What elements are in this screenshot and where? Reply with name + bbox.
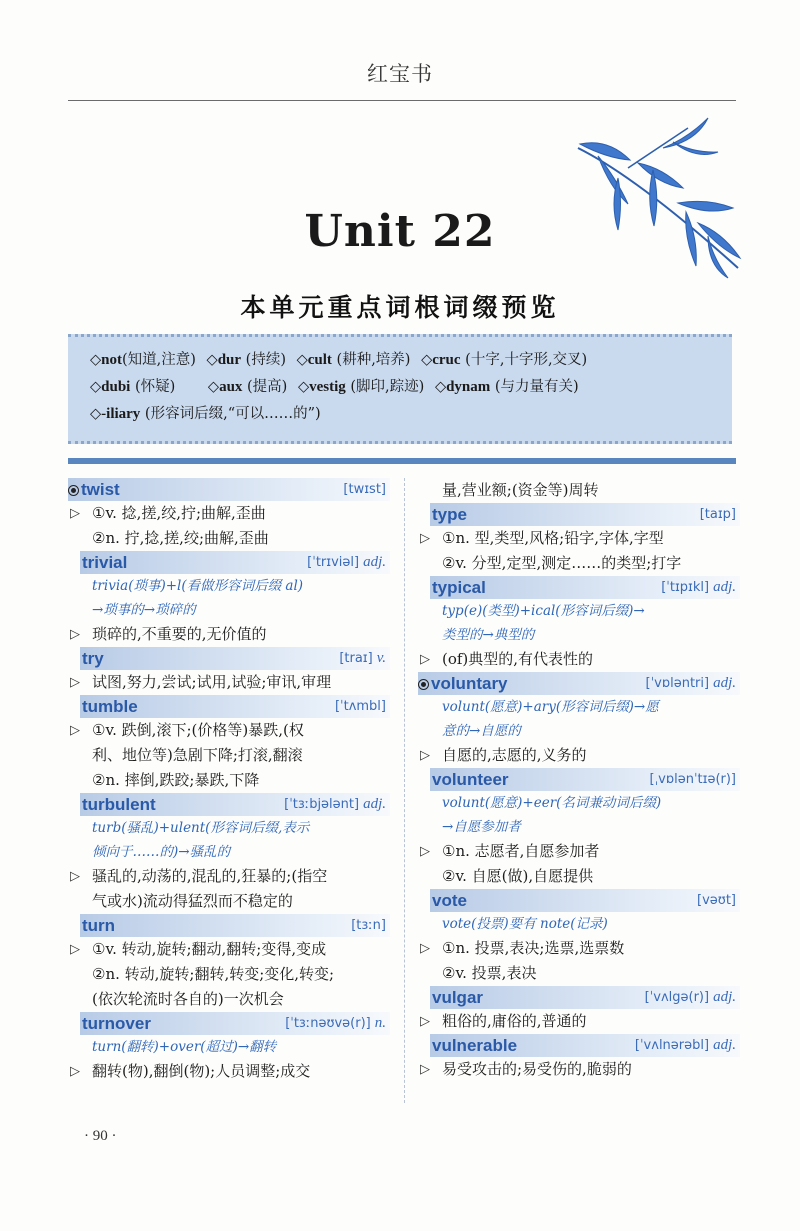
entry-typical [418, 576, 740, 672]
etymology: →自愿参加者 [442, 819, 521, 835]
triangle-icon: ▷ [420, 1014, 430, 1029]
right-column [418, 478, 740, 1082]
entry-volunteer [418, 768, 740, 889]
etymology: vote(投票)要有 note(记录) [442, 916, 608, 932]
definition: ▷ ①n. 投票,表决;选票,选票数 [418, 936, 740, 961]
entry-headword-bar [430, 986, 740, 1009]
root-item: ◇-iliary (形容词后缀,“可以……的”) [90, 406, 321, 422]
entry-trivial [68, 551, 390, 647]
phonetic: [taɪp] [699, 507, 736, 522]
phonetic: [ˈtɜːnəʊvə(r)] n. [285, 1015, 386, 1031]
running-header: 红宝书 [367, 62, 433, 86]
entry-turbulent [68, 793, 390, 914]
phonetic: [ˈvʌlnərəbl] adj. [634, 1037, 736, 1053]
entry-try [68, 647, 390, 695]
triangle-icon: ▷ [70, 675, 80, 690]
entry-turnover [68, 1012, 390, 1084]
entry-headword-bar [80, 551, 390, 574]
definition: (依次轮流时各自的)一次机会 [92, 990, 284, 1008]
definition: ▷ ①n. 志愿者,自愿参加者 [418, 839, 740, 864]
phonetic: [ˌvɒlənˈtɪə(r)] [649, 772, 736, 787]
entry-voluntary [418, 672, 740, 768]
entry-vote [418, 889, 740, 986]
section-subtitle: 本单元重点词根词缀预览 [240, 293, 560, 322]
root-item: ◇dynam (与力量有关) [434, 379, 579, 395]
triangle-icon: ▷ [420, 531, 430, 546]
phonetic: [ˈtɪpɪkl] adj. [661, 579, 736, 595]
triangle-icon: ▷ [70, 723, 80, 738]
headword: tumble [82, 696, 138, 716]
triangle-icon: ▷ [420, 652, 430, 667]
section-divider [68, 458, 736, 464]
phonetic: [ˈtrɪviəl] adj. [307, 554, 386, 570]
definition: ▷ ①n. 型,类型,风格;铅字,字体,字型 [418, 526, 740, 551]
etymology: 类型的→典型的 [442, 627, 535, 643]
headword: try [82, 648, 104, 668]
definition: ▷ 琐碎的,不重要的,无价值的 [68, 622, 390, 647]
definition: 气或水)流动得猛烈而不稳定的 [92, 892, 293, 910]
entry-twist [68, 478, 390, 551]
phonetic: [vəʊt] [697, 893, 736, 908]
entry-headword-bar [80, 695, 390, 718]
roots-line [90, 347, 710, 374]
key-word-icon [418, 679, 429, 690]
definition: ②n. 拧,捻,搓,绞;曲解,歪曲 [92, 529, 269, 547]
entry-tumble [68, 695, 390, 793]
triangle-icon: ▷ [70, 627, 80, 642]
root-item: ◇dubi (怀疑) [90, 379, 176, 395]
header-rule [68, 100, 736, 101]
root-item: ◇not(知道,注意) [90, 352, 196, 368]
headword: volunteer [432, 769, 509, 789]
headword: turnover [82, 1013, 151, 1033]
headword: vulnerable [432, 1035, 518, 1055]
entry-headword-bar [80, 1012, 390, 1035]
entry-vulnerable [418, 1034, 740, 1082]
headword: trivial [82, 552, 128, 572]
definition: ▷ 易受攻击的;易受伤的,脆弱的 [418, 1057, 740, 1082]
root-item: ◇cruc (十字,十字形,交叉) [421, 352, 588, 368]
key-word-icon [68, 485, 79, 496]
entry-headword-bar [418, 672, 740, 695]
definition: ▷ 翻转(物),翻倒(物);人员调整;成交 [68, 1059, 390, 1084]
definition: ▷ 试图,努力,尝试;试用,试验;审讯,审理 [68, 670, 390, 695]
definition: ▷ (of)典型的,有代表性的 [418, 647, 740, 672]
phonetic: [traɪ] v. [339, 650, 386, 666]
definition: ②v. 自愿(做),自愿提供 [442, 867, 594, 885]
entry-headword-bar [430, 768, 740, 791]
triangle-icon: ▷ [420, 844, 430, 859]
unit-title: Unit 22 [304, 206, 496, 257]
headword: turn [82, 915, 116, 935]
bamboo-illustration [568, 108, 748, 288]
triangle-icon: ▷ [70, 942, 80, 957]
entry-headword-bar [80, 793, 390, 816]
entry-headword-bar [430, 503, 740, 526]
triangle-icon: ▷ [420, 941, 430, 956]
definition: ②v. 投票,表决 [442, 964, 537, 982]
entry-headword-bar [430, 576, 740, 599]
column-divider [404, 478, 405, 1103]
left-column [68, 478, 390, 1084]
triangle-icon: ▷ [70, 506, 80, 521]
entry-headword-bar [430, 1034, 740, 1057]
entry-headword-bar [80, 647, 390, 670]
phonetic: [tɜːn] [351, 918, 386, 933]
definition: ▷ 骚乱的,动荡的,混乱的,狂暴的;(指空 [68, 864, 390, 889]
headword: vote [432, 890, 467, 910]
triangle-icon: ▷ [420, 1062, 430, 1077]
etymology: turb(骚乱)+ulent(形容词后缀,表示 [92, 820, 310, 836]
phonetic: [ˈvʌlgə(r)] adj. [644, 989, 736, 1005]
roots-line [90, 401, 710, 428]
definition: ▷ 粗俗的,庸俗的,普通的 [418, 1009, 740, 1034]
headword: vulgar [432, 987, 484, 1007]
headword: typical [432, 577, 486, 597]
phonetic: [ˈtʌmbl] [334, 699, 386, 714]
etymology: volunt(愿意)+eer(名词兼动词后缀) [442, 795, 662, 811]
etymology: 倾向于……的)→骚乱的 [92, 844, 231, 860]
phonetic: [ˈvɒləntri] adj. [645, 675, 736, 691]
definition: ▷ ①v. 捻,搓,绞,拧;曲解,歪曲 [68, 501, 390, 526]
entry-headword-bar [68, 478, 390, 501]
triangle-icon: ▷ [420, 748, 430, 763]
headword: twist [81, 479, 120, 499]
headword: type [432, 504, 467, 524]
roots-line [90, 374, 710, 401]
entry-type [418, 503, 740, 576]
headword: turbulent [82, 794, 156, 814]
definition: ▷ ①v. 转动,旋转;翻动,翻转;变得,变成 [68, 937, 390, 962]
definition: ②n. 摔倒,跌跤;暴跌,下降 [92, 771, 260, 789]
definition-continued: 量,营业额;(资金等)周转 [442, 481, 599, 499]
page-number: · 90 · [84, 1128, 117, 1144]
entry-vulgar [418, 986, 740, 1034]
root-item: ◇aux (提高) [207, 379, 288, 395]
root-item: ◇vestig (脚印,踪迹) [297, 379, 425, 395]
etymology: turn(翻转)+over(超过)→翻转 [92, 1039, 277, 1055]
entry-turn [68, 914, 390, 1012]
root-item: ◇dur (持续) [206, 352, 286, 368]
definition: 利、地位等)急剧下降;打滚,翻滚 [92, 746, 303, 764]
definition: ▷ 自愿的,志愿的,义务的 [418, 743, 740, 768]
etymology: trivia(琐事)+l(看做形容词后缀 al) [92, 578, 304, 594]
root-item: ◇cult (耕种,培养) [296, 352, 411, 368]
etymology: typ(e)(类型)+ical(形容词后缀)→ [442, 603, 645, 619]
phonetic: [twɪst] [343, 482, 386, 497]
entry-headword-bar [80, 914, 390, 937]
roots-preview-box [68, 334, 732, 444]
headword: voluntary [431, 673, 508, 693]
definition: ▷ ①v. 跌倒,滚下;(价格等)暴跌,(权 [68, 718, 390, 743]
etymology: 意的→自愿的 [442, 723, 521, 739]
entry-headword-bar [430, 889, 740, 912]
phonetic: [ˈtɜːbjələnt] adj. [284, 796, 386, 812]
triangle-icon: ▷ [70, 1064, 80, 1079]
triangle-icon: ▷ [70, 869, 80, 884]
definition: ②n. 转动,旋转;翻转,转变;变化,转变; [92, 965, 335, 983]
definition: ②v. 分型,定型,测定……的类型;打字 [442, 554, 682, 572]
etymology: →琐事的→琐碎的 [92, 602, 196, 618]
etymology: volunt(愿意)+ary(形容词后缀)→愿 [442, 699, 659, 715]
